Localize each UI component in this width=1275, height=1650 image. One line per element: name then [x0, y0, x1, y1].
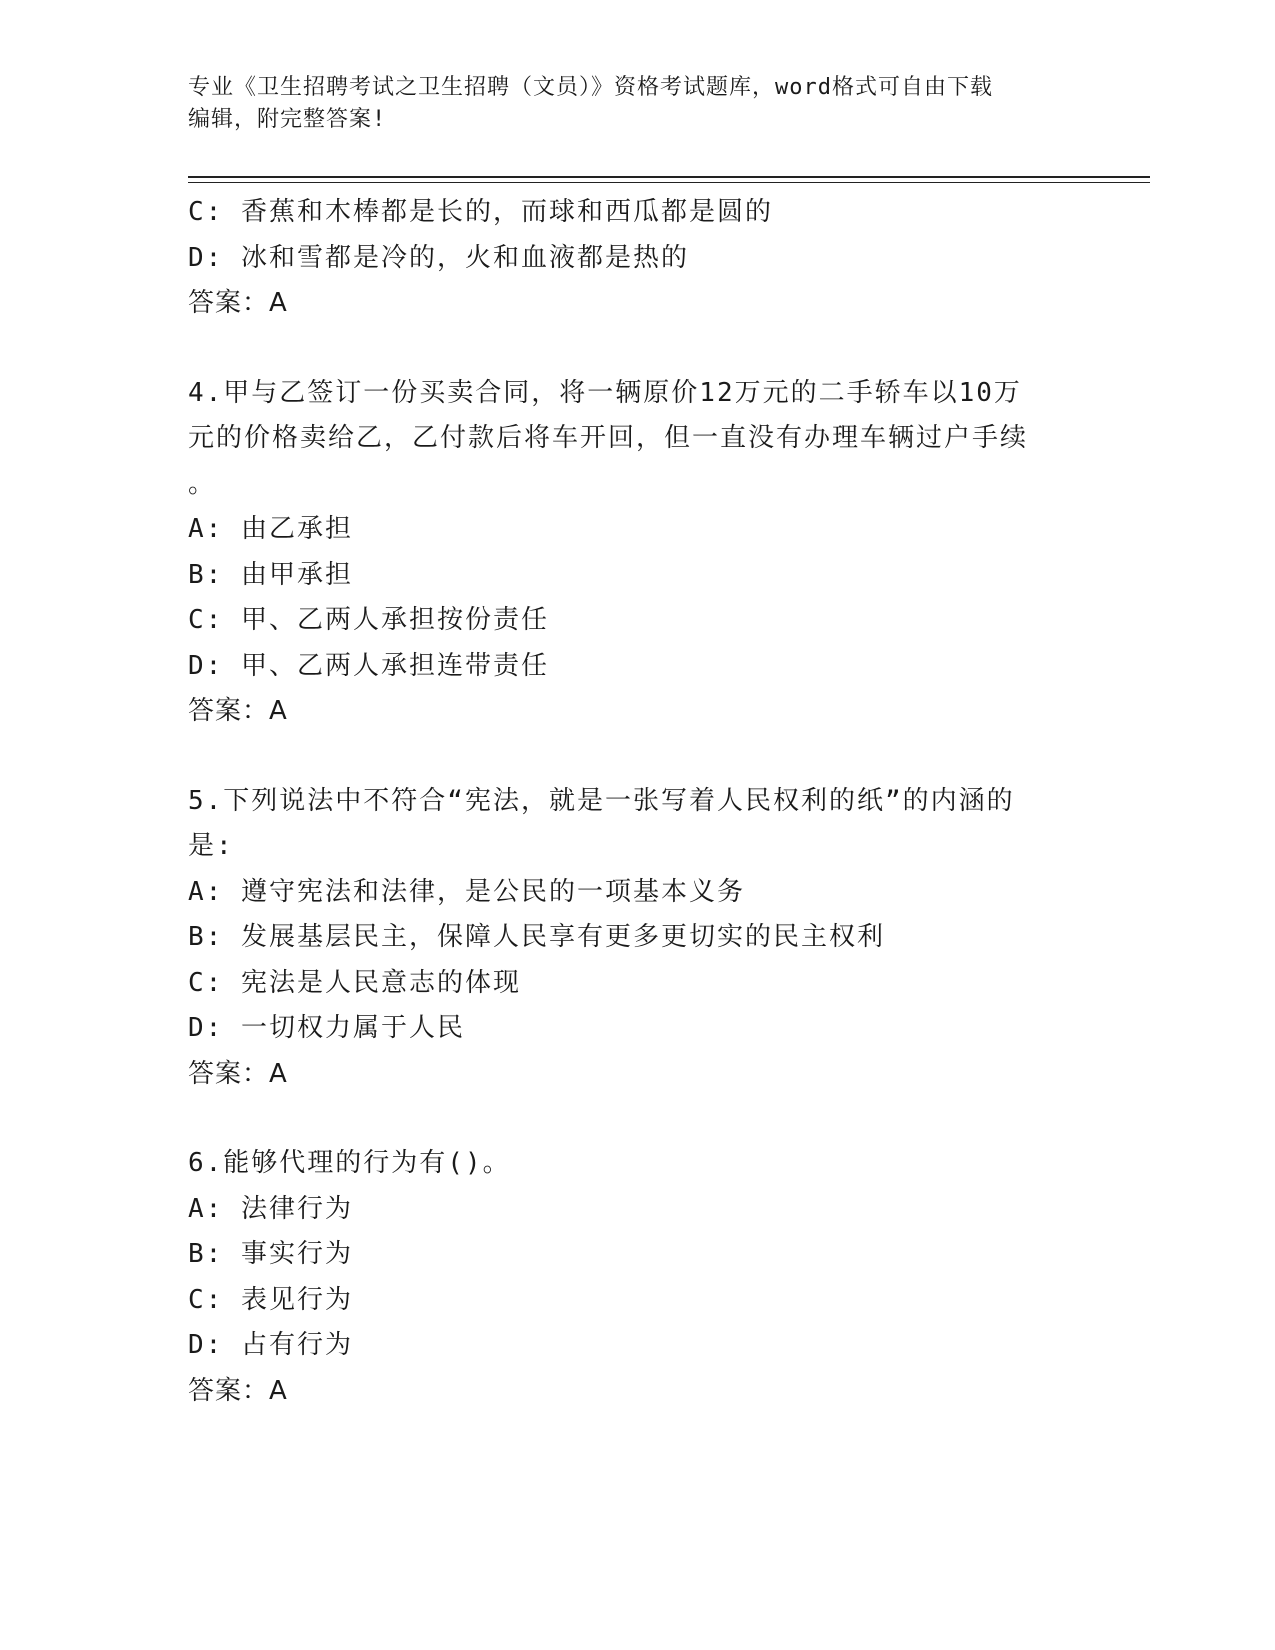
question-stem-line: 。	[188, 468, 217, 499]
spacer	[188, 1097, 1088, 1141]
answer-label: 答案：A	[188, 1058, 288, 1089]
option-c: C: 甲、乙两人承担按份责任	[188, 605, 549, 635]
answer-label: 答案：A	[188, 1375, 288, 1406]
question-stem-line: 是:	[188, 831, 234, 861]
option-b: B: 事实行为	[188, 1239, 353, 1269]
question-stem-line: 元的价格卖给乙，乙付款后将车开回，但一直没有办理车辆过户手续	[188, 423, 1029, 453]
question-4	[188, 371, 1088, 735]
answer-label: 答案：A	[188, 288, 288, 318]
option-c: C: 宪法是人民意志的体现	[188, 967, 521, 998]
question-list	[188, 190, 1088, 1414]
spacer	[188, 735, 1088, 779]
question-stem-line: 6.能够代理的行为有()。	[188, 1148, 511, 1178]
option-a: A: 遵守宪法和法律，是公民的一项基本义务	[188, 876, 745, 907]
question-stem-line: 5.下列说法中不符合“宪法，就是一张写着人民权利的纸”的内涵的	[188, 785, 1015, 816]
question-3-tail	[188, 190, 1088, 327]
header-line-1: 专业《卫生招聘考试之卫生招聘（文员）》资格考试题库，word格式可自由下载	[188, 75, 993, 100]
question-stem-line: 4.甲与乙签订一份买卖合同，将一辆原价12万元的二手轿车以10万	[188, 377, 1022, 408]
spacer	[188, 327, 1088, 371]
question-5	[188, 779, 1088, 1098]
option-a: A: 由乙承担	[188, 514, 353, 544]
header-divider-thick	[188, 176, 1150, 178]
question-6	[188, 1141, 1088, 1414]
document-header	[188, 72, 1088, 136]
header-line-2: 编辑，附完整答案!	[188, 107, 387, 132]
option-c: C: 表见行为	[188, 1284, 353, 1315]
option-c: C: 香蕉和木棒都是长的，而球和西瓜都是圆的	[188, 197, 773, 227]
option-a: A: 法律行为	[188, 1193, 353, 1224]
option-d: D: 一切权力属于人民	[188, 1013, 465, 1043]
answer-label: 答案：A	[188, 696, 288, 726]
option-b: B: 发展基层民主，保障人民享有更多更切实的民主权利	[188, 922, 885, 952]
option-d: D: 占有行为	[188, 1330, 353, 1360]
header-divider-thin	[188, 182, 1150, 183]
option-d: D: 冰和雪都是冷的，火和血液都是热的	[188, 242, 689, 273]
option-b: B: 由甲承担	[188, 559, 353, 590]
option-d: D: 甲、乙两人承担连带责任	[188, 650, 549, 681]
